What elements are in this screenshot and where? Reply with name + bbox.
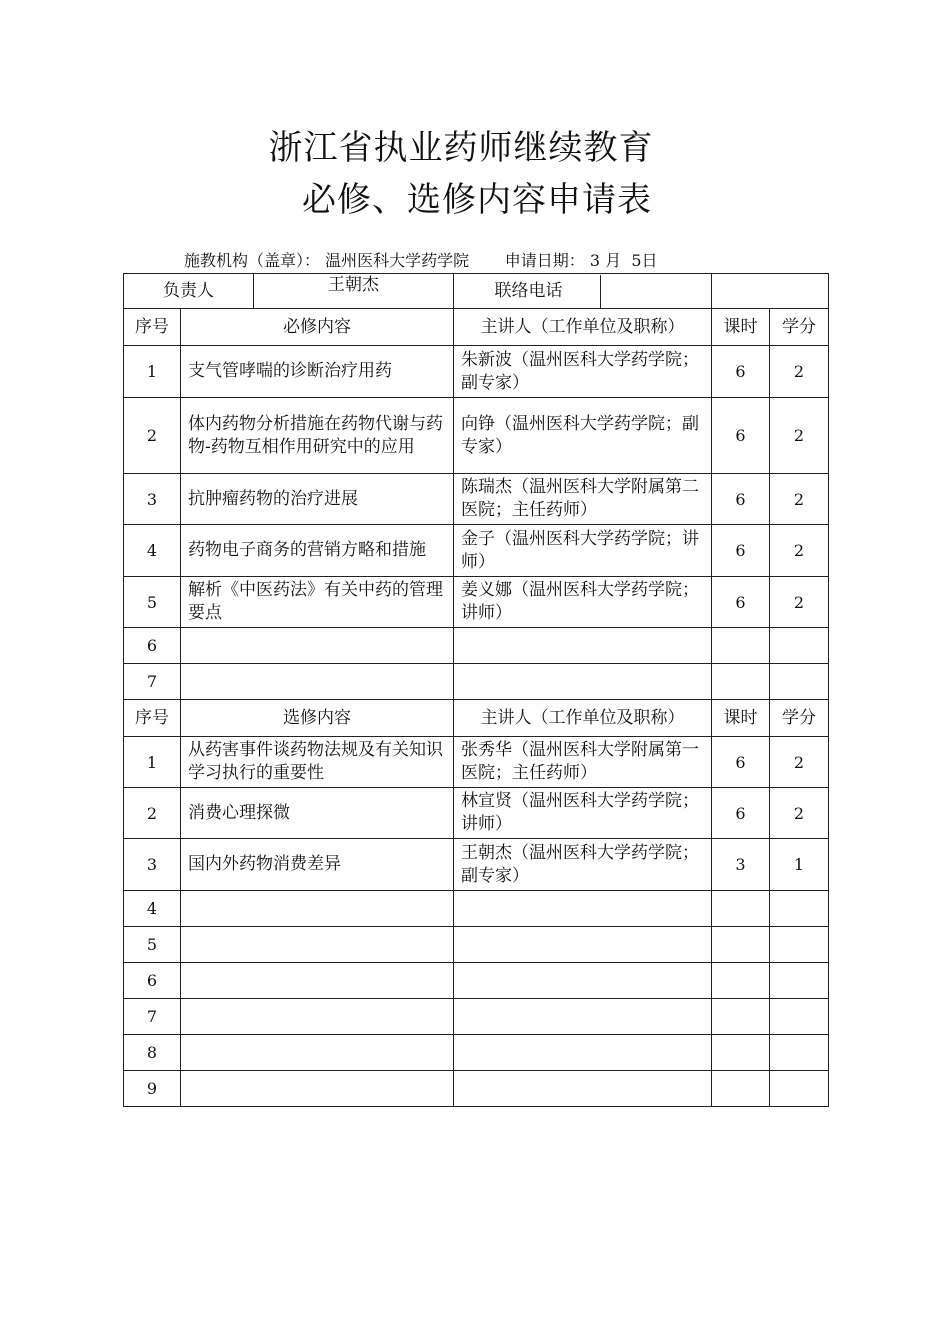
row-index: 2 bbox=[124, 788, 181, 839]
row-index: 7 bbox=[124, 664, 181, 700]
row-credits bbox=[770, 999, 829, 1035]
row-lecturer: 金子（温州医科大学药学院；讲师） bbox=[454, 525, 712, 577]
org-label: 施教机构（盖章）： bbox=[184, 251, 321, 270]
row-hours: 6 bbox=[712, 346, 770, 398]
page-title: 浙江省执业药师继续教育 bbox=[268, 128, 654, 168]
row-hours bbox=[712, 927, 770, 963]
table-row bbox=[124, 891, 829, 927]
credits-header: 学分 bbox=[770, 700, 829, 737]
row-index: 4 bbox=[124, 891, 181, 927]
lecturer-header: 主讲人（工作单位及职称） bbox=[454, 309, 712, 346]
leader-row bbox=[124, 274, 829, 309]
row-hours: 3 bbox=[712, 839, 770, 891]
row-content bbox=[181, 927, 454, 963]
row-lecturer bbox=[454, 927, 712, 963]
row-hours bbox=[712, 891, 770, 927]
row-hours: 6 bbox=[712, 788, 770, 839]
row-lecturer bbox=[454, 963, 712, 999]
row-content: 解析《中医药法》有关中药的管理要点 bbox=[181, 577, 454, 628]
row-credits bbox=[770, 628, 829, 664]
row-credits: 2 bbox=[770, 525, 829, 577]
row-index: 6 bbox=[124, 628, 181, 664]
table-row bbox=[124, 398, 829, 474]
row-lecturer: 林宣贤（温州医科大学药学院；讲师） bbox=[454, 788, 712, 839]
row-credits bbox=[770, 1071, 829, 1107]
row-credits bbox=[770, 927, 829, 963]
hours-header: 课时 bbox=[712, 309, 770, 346]
row-credits: 2 bbox=[770, 788, 829, 839]
row-credits: 2 bbox=[770, 398, 829, 474]
credits-header: 学分 bbox=[770, 309, 829, 346]
date-label: 申请日期： bbox=[504, 251, 585, 270]
row-lecturer: 朱新波（温州医科大学药学院；副专家） bbox=[454, 346, 712, 398]
row-lecturer bbox=[454, 664, 712, 700]
row-lecturer bbox=[454, 891, 712, 927]
row-lecturer: 陈瑞杰（温州医科大学附属第二医院；主任药师） bbox=[454, 474, 712, 525]
leader-value: 王朝杰 bbox=[254, 274, 454, 309]
row-content: 消费心理探微 bbox=[181, 788, 454, 839]
index-header: 序号 bbox=[124, 309, 181, 346]
row-content: 支气管哮喘的诊断治疗用药 bbox=[181, 346, 454, 398]
row-lecturer: 姜义娜（温州医科大学药学院；讲师） bbox=[454, 577, 712, 628]
application-table bbox=[123, 273, 829, 1107]
hours-header: 课时 bbox=[712, 700, 770, 737]
page-subtitle: 必修、选修内容申请表 bbox=[302, 180, 652, 220]
row-index: 5 bbox=[124, 927, 181, 963]
row-hours bbox=[712, 1071, 770, 1107]
row-credits: 2 bbox=[770, 474, 829, 525]
table-row bbox=[124, 927, 829, 963]
elective-section bbox=[124, 700, 829, 1107]
table-row bbox=[124, 577, 829, 628]
date-day: 5 bbox=[631, 251, 642, 270]
table-row bbox=[124, 999, 829, 1035]
required-section bbox=[124, 309, 829, 700]
table-row bbox=[124, 664, 829, 700]
row-content: 国内外药物消费差异 bbox=[181, 839, 454, 891]
row-hours bbox=[712, 999, 770, 1035]
table-row bbox=[124, 346, 829, 398]
row-credits: 2 bbox=[770, 737, 829, 788]
table-row bbox=[124, 1035, 829, 1071]
leader-label: 负责人 bbox=[124, 274, 254, 309]
row-index: 1 bbox=[124, 737, 181, 788]
row-content bbox=[181, 963, 454, 999]
row-index: 2 bbox=[124, 398, 181, 474]
row-content: 体内药物分析措施在药物代谢与药物-药物互相作用研究中的应用 bbox=[181, 398, 454, 474]
row-credits: 2 bbox=[770, 346, 829, 398]
row-hours: 6 bbox=[712, 474, 770, 525]
phone-cell bbox=[454, 274, 712, 309]
row-content bbox=[181, 664, 454, 700]
row-credits: 1 bbox=[770, 839, 829, 891]
row-lecturer: 王朝杰（温州医科大学药学院；副专家） bbox=[454, 839, 712, 891]
phone-label: 联络电话 bbox=[494, 280, 563, 301]
form-meta bbox=[184, 248, 658, 271]
phone-value-cell bbox=[712, 274, 829, 309]
row-hours bbox=[712, 963, 770, 999]
row-content bbox=[181, 1071, 454, 1107]
elective-header-row bbox=[124, 700, 829, 737]
day-unit: 日 bbox=[641, 251, 658, 270]
month-unit: 月 bbox=[605, 251, 622, 270]
row-lecturer bbox=[454, 1071, 712, 1107]
row-lecturer bbox=[454, 999, 712, 1035]
row-hours: 6 bbox=[712, 398, 770, 474]
row-index: 8 bbox=[124, 1035, 181, 1071]
row-index: 3 bbox=[124, 474, 181, 525]
row-hours: 6 bbox=[712, 525, 770, 577]
table-row bbox=[124, 737, 829, 788]
org-value: 温州医科大学药学院 bbox=[325, 251, 470, 270]
row-content: 药物电子商务的营销方略和措施 bbox=[181, 525, 454, 577]
required-header-row bbox=[124, 309, 829, 346]
row-index: 6 bbox=[124, 963, 181, 999]
row-lecturer: 向铮（温州医科大学药学院；副专家） bbox=[454, 398, 712, 474]
row-index: 1 bbox=[124, 346, 181, 398]
row-hours bbox=[712, 628, 770, 664]
row-lecturer bbox=[454, 1035, 712, 1071]
row-hours bbox=[712, 664, 770, 700]
row-content bbox=[181, 628, 454, 664]
table-row bbox=[124, 474, 829, 525]
row-lecturer: 张秀华（温州医科大学附属第一医院；主任药师） bbox=[454, 737, 712, 788]
index-header: 序号 bbox=[124, 700, 181, 737]
row-content bbox=[181, 999, 454, 1035]
row-credits bbox=[770, 1035, 829, 1071]
row-index: 5 bbox=[124, 577, 181, 628]
row-credits: 2 bbox=[770, 577, 829, 628]
table-row bbox=[124, 1071, 829, 1107]
table-row bbox=[124, 788, 829, 839]
row-hours: 6 bbox=[712, 577, 770, 628]
row-content bbox=[181, 891, 454, 927]
row-index: 4 bbox=[124, 525, 181, 577]
content-header: 必修内容 bbox=[181, 309, 454, 346]
row-index: 7 bbox=[124, 999, 181, 1035]
lecturer-header: 主讲人（工作单位及职称） bbox=[454, 700, 712, 737]
row-content: 从药害事件谈药物法规及有关知识学习执行的重要性 bbox=[181, 737, 454, 788]
row-index: 9 bbox=[124, 1071, 181, 1107]
row-hours: 6 bbox=[712, 737, 770, 788]
row-lecturer bbox=[454, 628, 712, 664]
row-content: 抗肿瘤药物的治疗进展 bbox=[181, 474, 454, 525]
table-row bbox=[124, 628, 829, 664]
row-index: 3 bbox=[124, 839, 181, 891]
table-row bbox=[124, 963, 829, 999]
table-row bbox=[124, 525, 829, 577]
row-credits bbox=[770, 664, 829, 700]
date-month: 3 bbox=[589, 251, 601, 270]
row-hours bbox=[712, 1035, 770, 1071]
row-content bbox=[181, 1035, 454, 1071]
row-credits bbox=[770, 891, 829, 927]
row-credits bbox=[770, 963, 829, 999]
content-header: 选修内容 bbox=[181, 700, 454, 737]
table-row bbox=[124, 839, 829, 891]
